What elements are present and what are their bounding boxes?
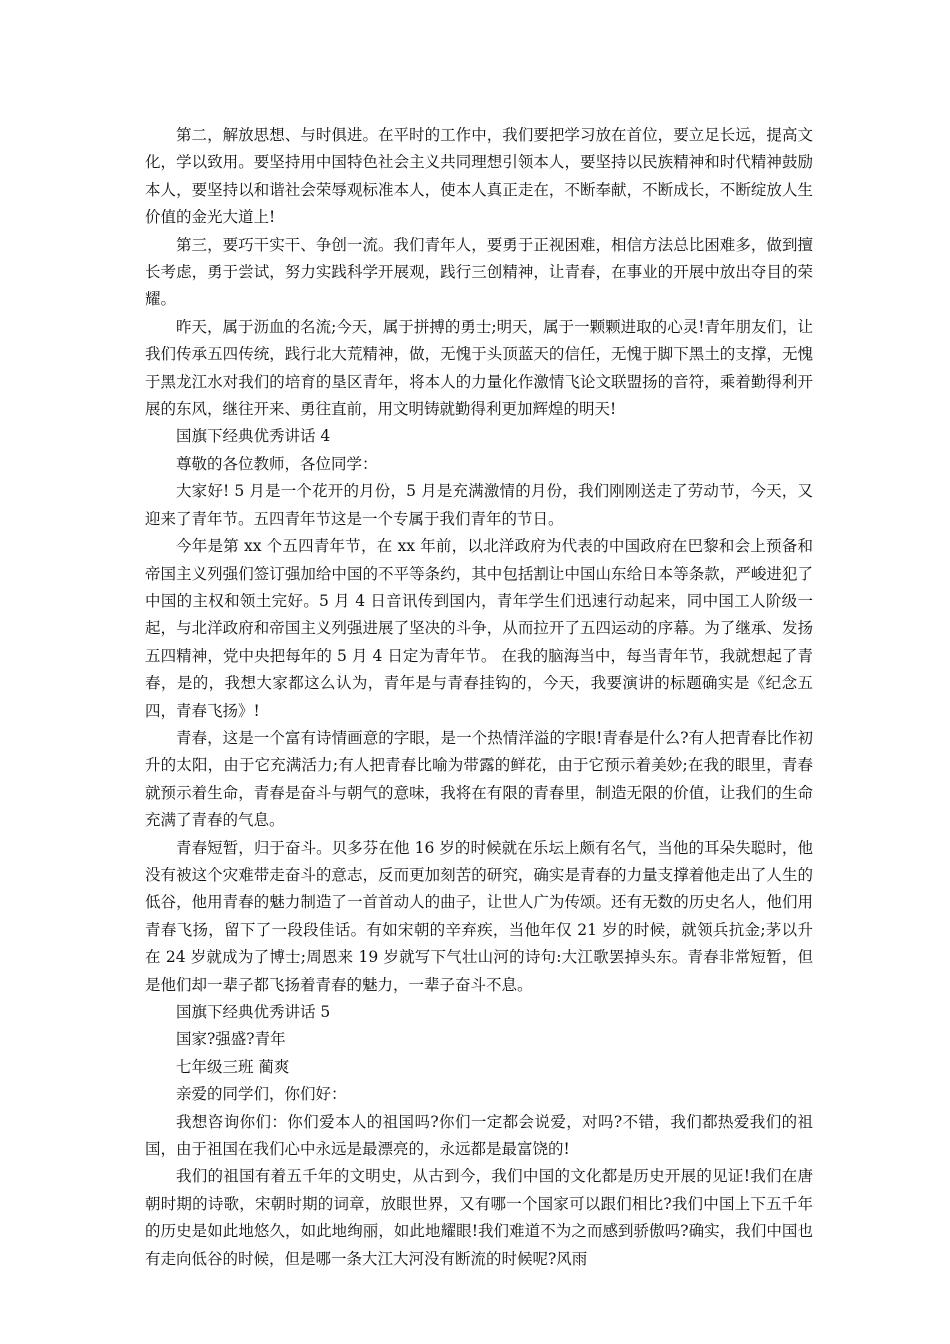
- speech-4-heading: 国旗下经典优秀讲话 4: [176, 427, 331, 446]
- paragraph-may-fourth-history: 今年是第 xx 个五四青年节，在 xx 年前，以北洋政府为代表的中国政府在巴黎和会上预备和帝国主义列强们签订强加给中国的不平等条约，其中包括割让中国山东给日本等条款，严峻进犯了中国的主权和领土完好。5 月 4 日音讯传到国内，青年学生们迅速行动起来，同中国工人阶级一起，与北洋政府和帝国主义列强进展了坚决的斗争，从而拉开了五四运动的序幕。为了继承、发扬五四精神，党中央把每年的 5 月 4 日定为青年节。 在我的脑海当中，每当青年节，我就想起了青春，是的，我想大家都这么认为，青年是与青春挂钩的，今天，我要演讲的标题确实是《纪念五四，青春飞扬》!: [145, 537, 813, 720]
- paragraph-civilization-history: 我们的祖国有着五千年的文明史，从古到今，我们中国的文化都是历史开展的见证!我们在唐朝时期的诗歌，宋朝时期的词章，放眼世界，又有哪一个国家可以跟们相比?我们中国上下五千年的历史是如此地悠久，如此地绚丽，如此地耀眼!我们难道不为之而感到骄傲吗?确实，我们中国也有走向低谷的时候，但是哪一条大江大河没有断流的时候呢?风雨: [145, 1167, 813, 1268]
- speech-5-author: 七年级三班 蔺爽: [176, 1057, 290, 1076]
- speech-5-title: 国家?强盛?青年: [176, 1030, 286, 1049]
- document-page: [145, 122, 813, 1273]
- paragraph-yesterday-today: 昨天，属于沥血的名流;今天，属于拼搏的勇士;明天，属于一颗颗进取的心灵!青年朋友们，让我们传承五四传统，践行北大荒精神，做，无愧于头顶蓝天的信任，无愧于脚下黑土的支撑，无愧于黑龙江水对我们的培育的垦区青年，将本人的力量化作激情飞论文联盟扬的音符，乘着勤得利开展的东风，继往开来、勇往直前，用文明铸就勤得利更加辉煌的明天!: [145, 317, 813, 419]
- paragraph-love-country: 我想咨询你们：你们爱本人的祖国吗?你们一定都会说爱，对吗?不错，我们都热爱我们的祖国，由于祖国在我们心中永远是最漂亮的，永远都是最富饶的!: [145, 1112, 813, 1159]
- speech-5-greeting: 亲爱的同学们，你们好：: [176, 1085, 347, 1104]
- speech-4-greeting: 尊敬的各位教师，各位同学：: [176, 454, 378, 473]
- paragraph-youth-short: 青春短暂，归于奋斗。贝多芬在他 16 岁的时候就在乐坛上颇有名气，当他的耳朵失聪时，他没有被这个灾难带走奋斗的意志，反而更加刻苦的研究，确实是青春的力量支撑着他走出了人生的低谷，他用青春的魅力制造了一首首动人的曲子，让世人广为传颂。还有无数的历史名人，他们用青春飞扬，留下了一段段佳话。有如宋朝的辛弃疾，当他年仅 21 岁的时候，就领兵抗金;茅以升在 24 岁就成为了博士;周恩来 19 岁就写下气壮山河的诗句:大江歌罢掉头东。青春非常短暂，但是他们却一辈子都飞扬着青春的魅力，一辈子奋斗不息。: [145, 838, 813, 994]
- paragraph-liberate-thought: 第二，解放思想、与时俱进。在平时的工作中，我们要把学习放在首位，要立足长远，提高文化，学以致用。要坚持用中国特色社会主义共同理想引领本人，要坚持以民族精神和时代精神鼓励本人，要坚持以和谐社会荣辱观标准本人，使本人真正走在，不断奉献，不断成长，不断绽放人生价值的金光大道上!: [145, 126, 813, 227]
- paragraph-may-intro: 大家好! 5 月是一个花开的月份，5 月是充满激情的月份，我们刚刚送走了劳动节，今天，又迎来了青年节。五四青年节这是一个专属于我们青年的节日。: [145, 482, 813, 528]
- paragraph-youth-meaning: 青春，这是一个富有诗情画意的字眼，是一个热情洋溢的字眼!青春是什么?有人把青春比作初升的太阳，由于它充满活力;有人把青春比喻为带露的鲜花，由于它预示着美妙;在我的眼里，青春就预示着生命，青春是奋斗与朝气的意味，我将在有限的青春里，制造无限的价值，让我们的生命充满了青春的气息。: [145, 728, 813, 830]
- speech-5-heading: 国旗下经典优秀讲话 5: [176, 1003, 331, 1021]
- paragraph-work-hard: 第三，要巧干实干、争创一流。我们青年人，要勇于正视困难，相信方法总比困难多，做到擅长考虑，勇于尝试，努力实践科学开展观，践行三创精神，让青春，在事业的开展中放出夺目的荣耀。: [145, 235, 813, 309]
